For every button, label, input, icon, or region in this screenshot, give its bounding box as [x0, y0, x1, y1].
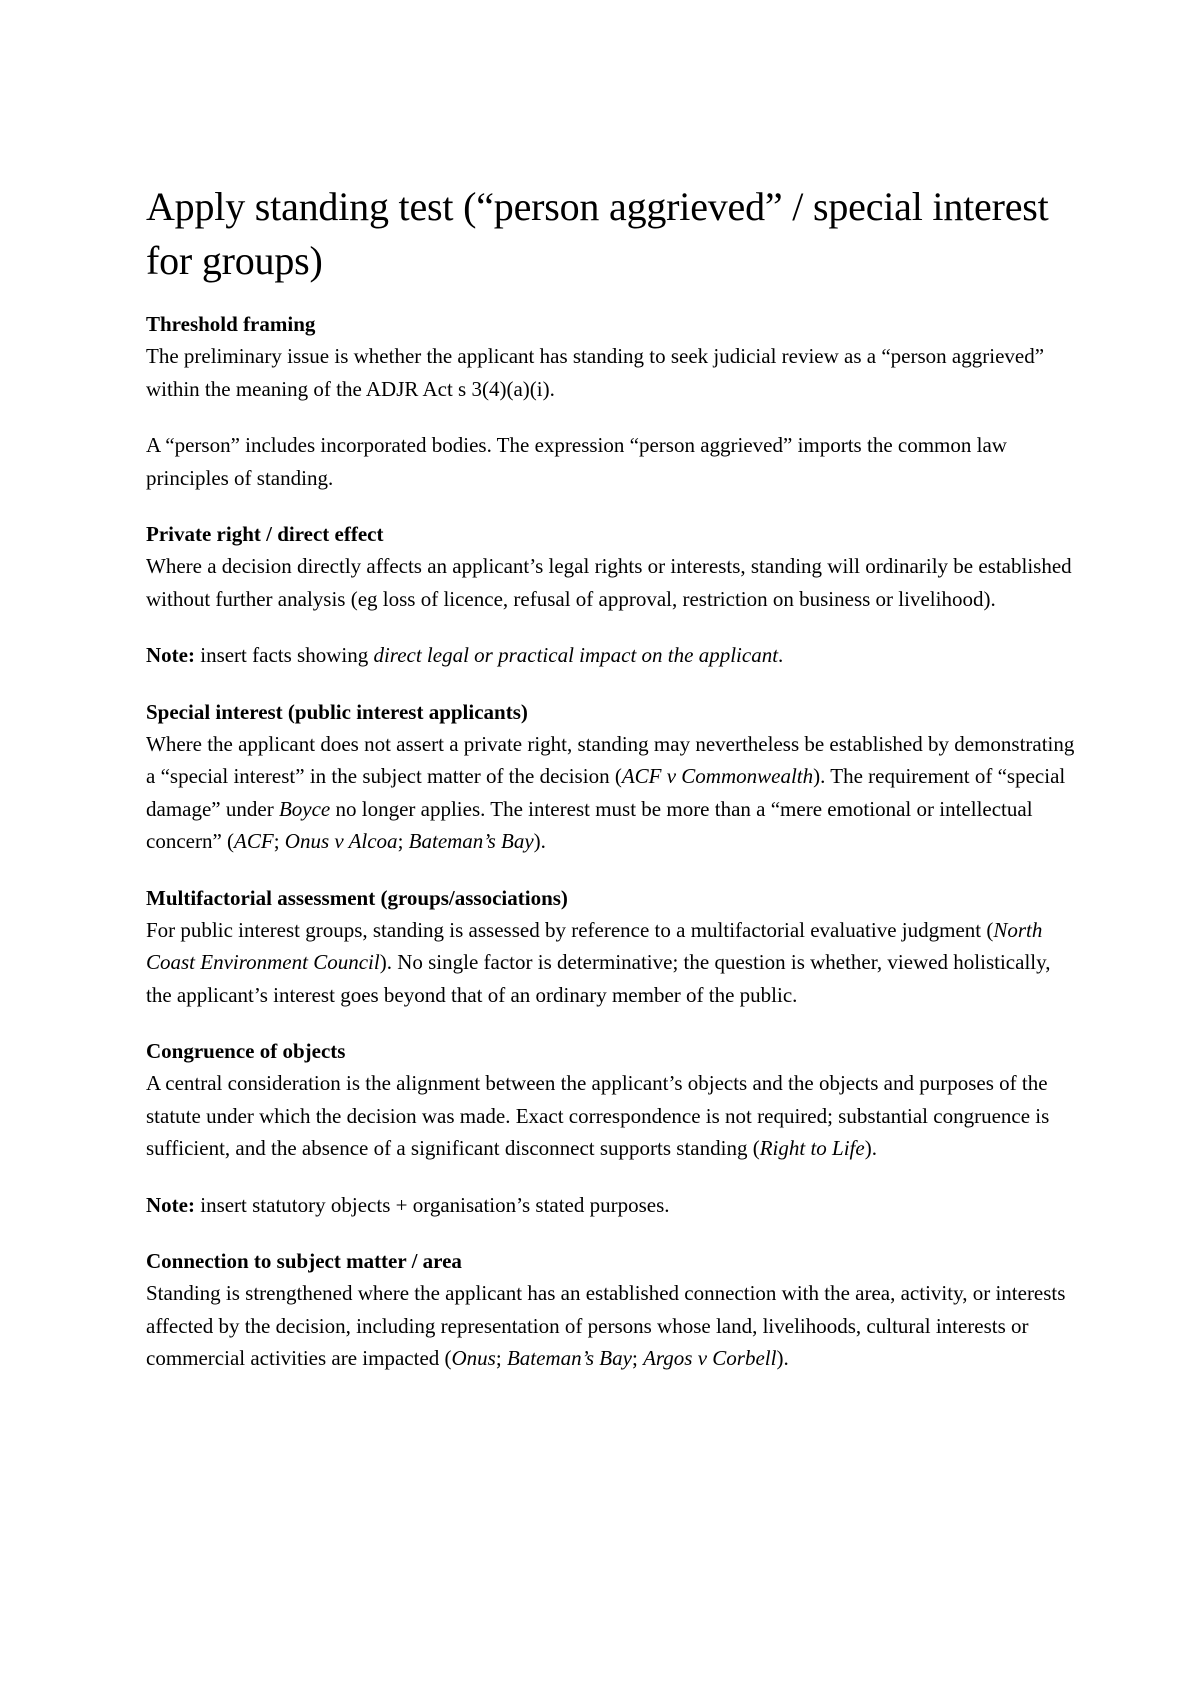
paragraph	[146, 1067, 1076, 1165]
section-congruence	[146, 1035, 1076, 1221]
text-run: A central consideration is the alignment between the applicant’s objects and the objects and purposes of the statute under which the decision was made. Exact correspondence is not required; substantial congruence is sufficient, and the absence of a significant disconnect supports standing (	[146, 1071, 1050, 1160]
section-heading: Private right / direct effect	[146, 522, 384, 546]
document-page	[146, 180, 1076, 1399]
section-heading: Congruence of objects	[146, 1039, 346, 1063]
case-citation: North Coast Environment Council	[146, 917, 1043, 974]
case-citation: Bateman’s Bay	[506, 1346, 632, 1370]
note-text: insert facts showing	[194, 643, 374, 667]
case-citation: ACF v Commonwealth	[621, 764, 814, 788]
paragraph	[146, 914, 1076, 1012]
section-connection	[146, 1245, 1076, 1375]
note-italic-text: direct legal or practical impact on the applicant	[373, 643, 779, 667]
case-citation: Bateman’s Bay	[408, 829, 534, 853]
paragraph	[146, 728, 1076, 858]
text-run: ;	[397, 829, 409, 853]
text-run: ;	[631, 1346, 644, 1370]
section-heading: Special interest (public interest applicants)	[146, 699, 528, 724]
section-special-interest	[146, 696, 1076, 858]
document-title: Apply standing test (“person aggrieved” / special interest for groups)	[146, 184, 1049, 283]
text-run: ).	[533, 829, 546, 853]
section-private-right	[146, 518, 1076, 672]
case-citation: Argos v Corbell	[643, 1346, 777, 1370]
note-text: insert statutory objects + organisation’s stated purposes.	[194, 1192, 670, 1217]
section-threshold-framing	[146, 308, 1076, 494]
note-label: Note:	[146, 1192, 195, 1217]
paragraph: The preliminary issue is whether the applicant has standing to seek judicial review as a “person aggrieved” within the meaning of the ADJR Act s 3(4)(a)(i).	[146, 344, 1045, 401]
note-paragraph	[146, 1189, 1076, 1222]
text-run: ). The requirement of “special damage” under	[146, 764, 1066, 821]
paragraph: Where a decision directly affects an applicant’s legal rights or interests, standing will ordinarily be established without further analysis (eg loss of licence, refusal of approval, restriction on business or livelihood).	[146, 554, 1072, 611]
note-label: Note:	[146, 643, 195, 667]
text-run: ).	[776, 1346, 789, 1370]
note-text-end: .	[778, 643, 784, 667]
section-heading: Threshold framing	[146, 312, 316, 336]
text-run: ).	[864, 1136, 877, 1160]
text-run: ;	[273, 829, 285, 853]
case-citation: Right to Life	[759, 1136, 865, 1160]
case-citation: Onus v Alcoa	[284, 829, 398, 853]
text-run: ). No single factor is determinative; the question is whether, viewed holistically, the applicant’s interest goes beyond that of an ordinary member of the public.	[146, 950, 1051, 1007]
case-citation: ACF	[234, 829, 274, 853]
text-run: no longer applies. The interest must be more than a “mere emotional or intellectual concern” (	[146, 796, 1033, 853]
text-run: Where the applicant does not assert a private right, standing may nevertheless be established by demonstrating a “special interest” in the subject matter of the decision (	[146, 731, 1075, 788]
section-multifactorial	[146, 882, 1076, 1012]
case-citation: Onus	[451, 1346, 496, 1370]
paragraph	[146, 1277, 1076, 1375]
note-paragraph	[146, 639, 1076, 672]
text-run: For public interest groups, standing is assessed by reference to a multifactorial evaluative judgment (	[146, 917, 994, 942]
section-heading: Multifactorial assessment (groups/associations)	[146, 885, 568, 910]
text-run: ;	[495, 1346, 507, 1370]
text-run: Standing is strengthened where the applicant has an established connection with the area, activity, or interests affected by the decision, including representation of persons whose land, livelihoods, cultural interests or commercial activities are impacted (	[146, 1281, 1066, 1370]
paragraph: A “person” includes incorporated bodies. The expression “person aggrieved” imports the common law principles of standing.	[146, 433, 1007, 490]
section-heading: Connection to subject matter / area	[146, 1249, 462, 1273]
case-citation: Boyce	[278, 796, 331, 821]
